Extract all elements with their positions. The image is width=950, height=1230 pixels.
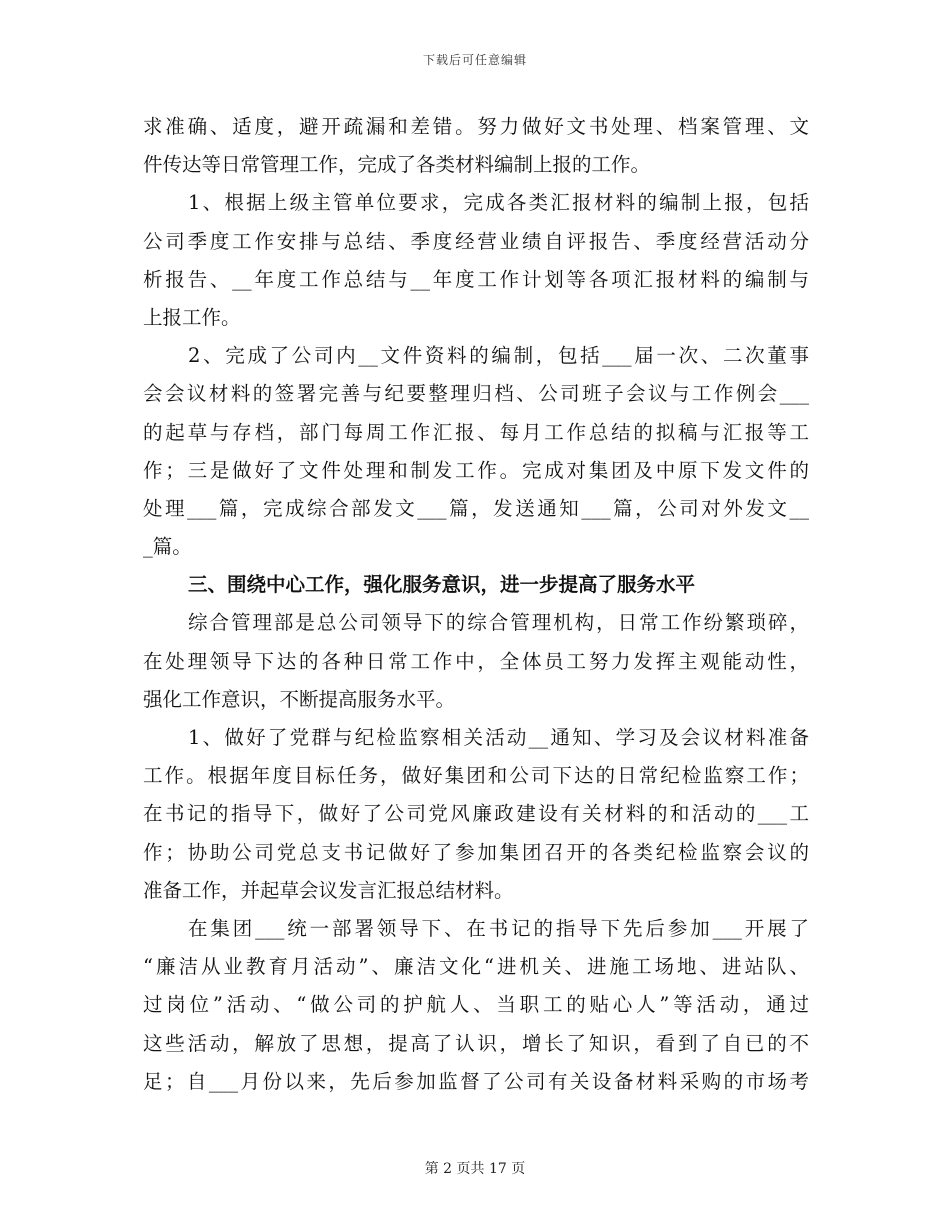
paragraph-line: 工作。根据年度目标任务，做好集团和公司下达的日常纪检监察工作； xyxy=(143,764,809,788)
page-footer: 第 2 页共 17 页 xyxy=(424,1161,526,1177)
paragraph-line: 上报工作。 xyxy=(143,305,241,329)
paragraph-line: 的起草与存档，部门每周工作汇报、每月工作总结的拟稿与汇报等工 xyxy=(143,420,809,444)
paragraph-line: 这些活动，解放了思想，提高了认识，增长了知识，看到了自已的不 xyxy=(143,1031,809,1055)
paragraph-line: 1、根据上级主管单位要求，完成各类汇报材料的编制上报，包括 xyxy=(188,191,809,215)
paragraph-line: 1、做好了党群与纪检监察相关活动__通知、学习及会议材料准备 xyxy=(188,726,809,749)
paragraph-line: 过岗位”活动、“做公司的护航人、当职工的贴心人”等活动，通过 xyxy=(143,993,809,1017)
paragraph-line: 强化工作意识，不断提高服务水平。 xyxy=(143,687,456,711)
paragraph-line: 准备工作，并起草会议发言汇报总结材料。 xyxy=(143,878,514,902)
paragraph-line: 综合管理部是总公司领导下的综合管理机构，日常工作纷繁琐碎， xyxy=(188,611,809,635)
paragraph-line: 2、完成了公司内__文件资料的编制，包括___届一次、二次董事 xyxy=(188,344,809,368)
paragraph-line: _篇。 xyxy=(143,535,192,559)
paragraph-line: “廉洁从业教育月活动”、廉洁文化“进机关、进施工场地、进站队、 xyxy=(143,955,809,979)
paragraph-line: 求准确、适度，避开疏漏和差错。努力做好文书处理、档案管理、文 xyxy=(143,115,809,138)
paragraph-line: 析报告、__年度工作总结与__年度工作计划等各项汇报材料的编制与 xyxy=(143,267,809,291)
paragraph-line: 会会议材料的签署完善与纪要整理归档、公司班子会议与工作例会___ xyxy=(143,382,809,406)
paragraph-line: 在集团___统一部署领导下、在书记的指导下先后参加___开展了 xyxy=(188,916,809,940)
section-heading: 三、围绕中心工作，强化服务意识，进一步提高了服务水平 xyxy=(188,573,696,597)
paragraph-line: 作；三是做好了文件处理和制发工作。完成对集团及中原下发文件的 xyxy=(143,458,809,482)
paragraph-line: 在处理领导下达的各种日常工作中，全体员工努力发挥主观能动性， xyxy=(143,649,809,673)
page-header: 下载后可任意编辑 xyxy=(422,53,527,67)
paragraph-line: 作；协助公司党总支书记做好了参加集团召开的各类纪检监察会议的 xyxy=(143,840,809,864)
paragraph-line: 件传达等日常管理工作，完成了各类材料编制上报的工作。 xyxy=(143,153,651,177)
document-body xyxy=(143,108,809,1101)
paragraph-line: 在书记的指导下，做好了公司党风廉政建设有关材料的和活动的___工 xyxy=(143,802,809,826)
paragraph-line: 处理___篇，完成综合部发文___篇，发送通知___篇，公司对外发文__ xyxy=(143,496,809,520)
paragraph-line: 公司季度工作安排与总结、季度经营业绩自评报告、季度经营活动分 xyxy=(143,229,809,253)
paragraph-line: 足；自___月份以来，先后参加监督了公司有关设备材料采购的市场考 xyxy=(143,1069,809,1093)
